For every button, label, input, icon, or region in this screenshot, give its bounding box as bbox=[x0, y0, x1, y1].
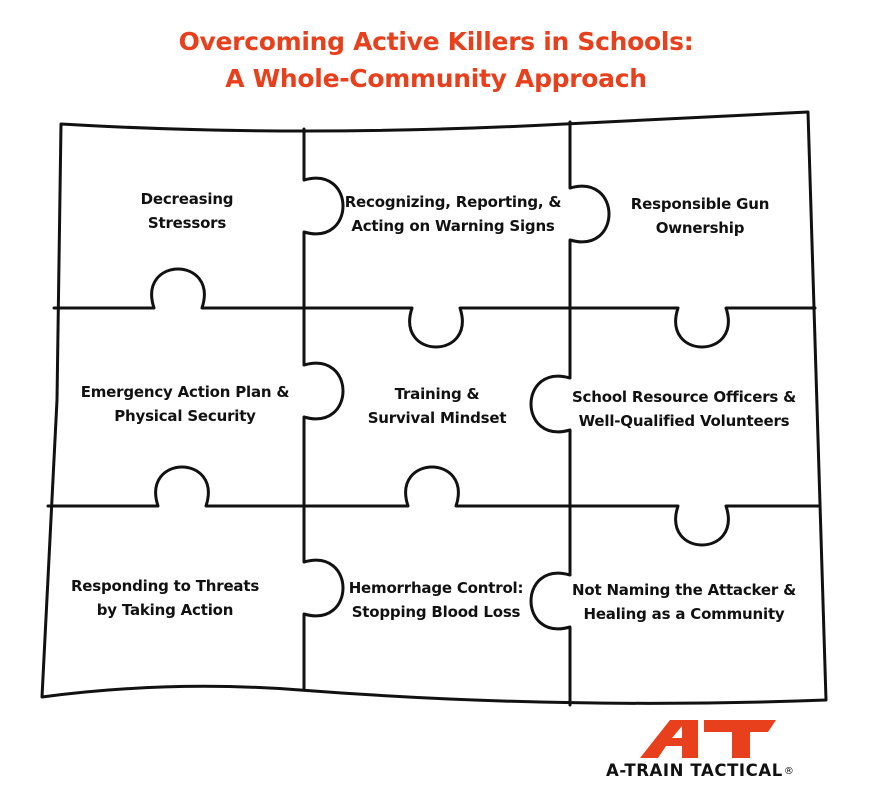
puzzle-piece-label bbox=[559, 385, 809, 433]
puzzle-piece-label bbox=[559, 578, 809, 626]
registered-mark: ® bbox=[783, 766, 795, 777]
piece-line: Decreasing bbox=[140, 190, 234, 208]
piece-line: Not Naming the Attacker & bbox=[572, 581, 796, 599]
piece-line: Healing as a Community bbox=[583, 605, 785, 623]
puzzle-piece-label bbox=[312, 382, 562, 430]
puzzle-divider-h2 bbox=[48, 467, 820, 545]
piece-line: Ownership bbox=[655, 219, 745, 237]
puzzle-piece-label bbox=[311, 576, 561, 624]
title-line-1: Overcoming Active Killers in Schools: bbox=[178, 27, 694, 56]
piece-line: Stressors bbox=[147, 214, 227, 232]
piece-line: Physical Security bbox=[114, 407, 256, 425]
logo-wordmark bbox=[606, 761, 794, 780]
piece-line: Emergency Action Plan & bbox=[80, 383, 290, 401]
piece-line: Recognizing, Reporting, & bbox=[344, 193, 562, 211]
puzzle-piece-label bbox=[62, 187, 312, 235]
piece-line: Responsible Gun bbox=[630, 195, 770, 213]
piece-line: School Resource Officers & bbox=[571, 388, 797, 406]
piece-line: Responding to Threats bbox=[70, 577, 260, 595]
puzzle-divider-h1 bbox=[54, 269, 815, 347]
piece-line: Hemorrhage Control: bbox=[348, 579, 524, 597]
title-line-2: A Whole-Community Approach bbox=[225, 64, 647, 93]
puzzle-piece-label bbox=[60, 380, 310, 428]
puzzle-piece-label bbox=[328, 190, 578, 238]
piece-line: Acting on Warning Signs bbox=[351, 217, 555, 235]
piece-line: Survival Mindset bbox=[367, 409, 507, 427]
puzzle-piece-label bbox=[575, 192, 825, 240]
logo-name: A-TRAIN TACTICAL bbox=[606, 761, 783, 780]
piece-line: Stopping Blood Loss bbox=[351, 603, 521, 621]
piece-line: Training & bbox=[394, 385, 480, 403]
piece-line: Well-Qualified Volunteers bbox=[578, 412, 790, 430]
puzzle-piece-label bbox=[40, 574, 290, 622]
piece-line: by Taking Action bbox=[96, 601, 234, 619]
